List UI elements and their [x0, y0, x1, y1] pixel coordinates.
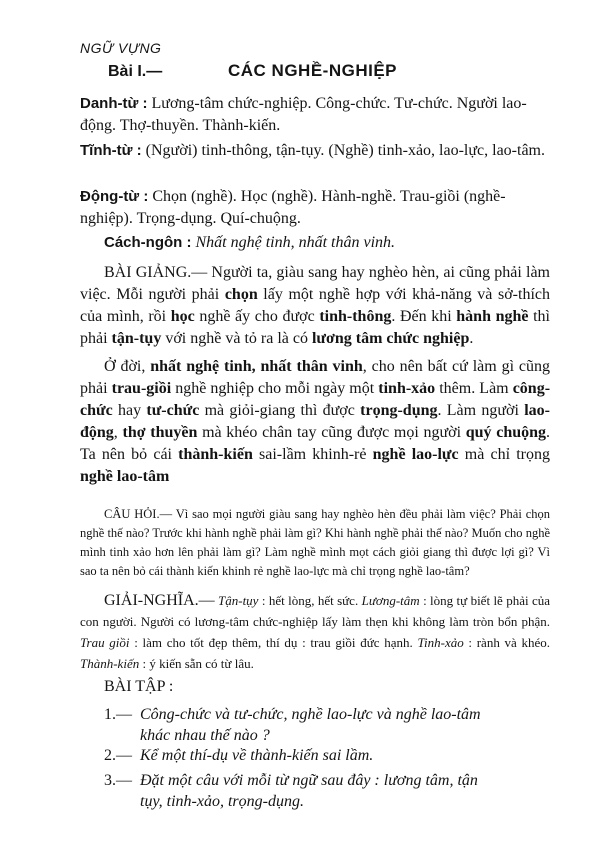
definition: : lòng tự biết lẽ phải của con người. Người có lương-tâm chức-nghiệp lấy làm thẹn khi không làm tròn bổn phận. [80, 593, 550, 629]
text-run: mà chỉ trọng [458, 446, 550, 463]
text-run: BÀI GIẢNG.— Người ta, giàu sang hay nghèo hèn, ai cũng phải làm việc. Mỗi người phải [80, 264, 550, 303]
text-run: nhất nghệ tinh, nhất thân vinh [150, 358, 363, 375]
vocab-adjectives [80, 140, 550, 162]
questions: CÂU HỎI.— Vì sao mọi người giàu sang hay nghèo hèn đều phải làm việc? Phải chọn nghề thế nào? Trước khi hành nghề phải làm gì? Khi hành nghề phải thế nào? Muốn cho nghề mình tinh xảo hơn lên phải làm gì? Làm nghề mình mọt cách giỏi giang thì được lợi gì? Vì sao ta nên bỏ cái thành kiến khinh rẻ nghề lao-lực mà chỉ trọng nghề lao-tâm? [80, 507, 550, 578]
text-run: . Đến khi [391, 308, 457, 325]
exercise-text: Kể một thí-dụ về thành-kiến sai lầm. [140, 747, 374, 764]
exercise-text-cont: khác nhau thế nào ? [140, 727, 270, 744]
text-run: trau-giồi [111, 380, 172, 397]
text-run: nghề ấy cho được [194, 308, 320, 325]
exercise-text-cont: tụy, tinh-xảo, trọng-dụng. [140, 793, 304, 810]
text-run: mà giỏi-giang thì được [199, 402, 361, 419]
text-run: , [113, 424, 123, 441]
text-run: thành-kiến [178, 446, 253, 463]
exercise-1 [104, 704, 524, 746]
text-run: thêm. Làm [435, 380, 513, 397]
text-run: hay [112, 402, 147, 419]
lesson-number: Bài I.— [108, 63, 163, 80]
exercise-text: Công-chức và tư-chức, nghề lao-lực và nghề lao-tâm [140, 706, 481, 723]
definition: : hết lòng, hết sức. [258, 593, 362, 608]
text-run: . Làm người [437, 402, 525, 419]
lecture-paragraph-1 [80, 262, 550, 350]
explanation-label: GIẢI-NGHĨA.— [104, 592, 215, 609]
text-run: Ở đời, [104, 358, 151, 375]
explanation [80, 590, 550, 674]
section-header: NGỮ VỰNG [80, 40, 162, 56]
text-run: . [469, 330, 474, 347]
text-run: trọng-dụng [360, 402, 438, 419]
exercise-text: Đặt một câu với mỗi từ ngữ sau đây : lương tâm, tận [140, 772, 478, 789]
text-run: học [170, 308, 195, 325]
text-run: hành nghề [456, 308, 529, 325]
nouns-text: Lương-tâm chức-nghiệp. Công-chức. Tư-chức. Người lao-động. Thợ-thuyền. Thành-kiến. [80, 95, 527, 134]
nouns-label: Danh-từ : [80, 95, 148, 112]
definition: : làm cho tốt đẹp thêm, thí dụ : trau giồi đức hạnh. [129, 635, 418, 650]
proverb-label: Cách-ngôn : [104, 234, 192, 251]
term: Tận-tụy [218, 593, 259, 608]
text-run: công-chức [80, 380, 551, 419]
text-run: lương tâm chức nghiệp [311, 330, 470, 347]
text-run: nghề lao-tâm [80, 468, 170, 485]
text-run: , cho nên bất cứ làm gì cũng phải [80, 358, 551, 397]
text-run: tinh-thông [319, 308, 392, 325]
lecture [80, 262, 550, 488]
exercise-3 [104, 770, 524, 812]
page-title: CÁC NGHỀ-NGHIỆP [228, 61, 398, 80]
adjectives-text: (Người) tinh-thông, tận-tụy. (Nghề) tinh-xảo, lao-lực, lao-tâm. [141, 142, 545, 159]
text-run: thì phải [80, 308, 551, 347]
text-run: lao-động [80, 402, 550, 441]
text-run: tư-chức [146, 402, 200, 419]
exercise-number: 1.— [104, 706, 132, 723]
adjectives-label: Tĩnh-từ : [80, 142, 142, 159]
exercise-number: 3.— [104, 772, 132, 789]
exercise-2 [104, 745, 524, 766]
vocab-nouns [80, 93, 550, 137]
verbs-text: Chọn (nghề). Học (nghề). Hành-nghề. Trau-giồi (nghề-nghiệp). Trọng-dụng. Quí-chuộng. [80, 188, 506, 227]
text-run: thợ thuyền [122, 424, 198, 441]
text-run: nghề lao-lực [372, 446, 459, 463]
text-run: tinh-xảo [378, 380, 436, 397]
text-run: lấy một nghề hợp với khả-năng và sở-thích của mình, rồi [80, 286, 550, 325]
text-run: mà khéo chân tay cũng được mọi người [197, 424, 466, 441]
exercises-title: BÀI TẬP : [104, 678, 174, 695]
term: Tinh-xảo [417, 635, 464, 650]
text-run: nghề nghiệp cho mỗi ngày một [171, 380, 379, 397]
text-run: quý chuộng [465, 424, 547, 441]
definition: : rành và khéo. [463, 635, 551, 650]
text-run: tận-tụy [111, 330, 162, 347]
exercise-number: 2.— [104, 747, 132, 764]
vocab-proverb [104, 232, 574, 254]
definition: : ý kiến sẵn có từ lâu. [139, 656, 254, 671]
term: Trau giồi [80, 635, 130, 650]
term: Thành-kiến [80, 656, 140, 671]
vocab-verbs [80, 186, 550, 230]
verbs-label: Động-từ : [80, 188, 149, 205]
text-run: sai-lầm khinh-rẻ [252, 446, 373, 463]
lecture-paragraph-2 [80, 356, 550, 488]
term: Lương-tâm [361, 593, 420, 608]
text-run: chọn [224, 286, 258, 303]
text-run: với nghề và tỏ ra là có [161, 330, 312, 347]
text-run: . Ta nên bỏ cái [80, 424, 551, 463]
proverb-text: Nhất nghệ tinh, nhất thân vinh. [191, 234, 396, 251]
